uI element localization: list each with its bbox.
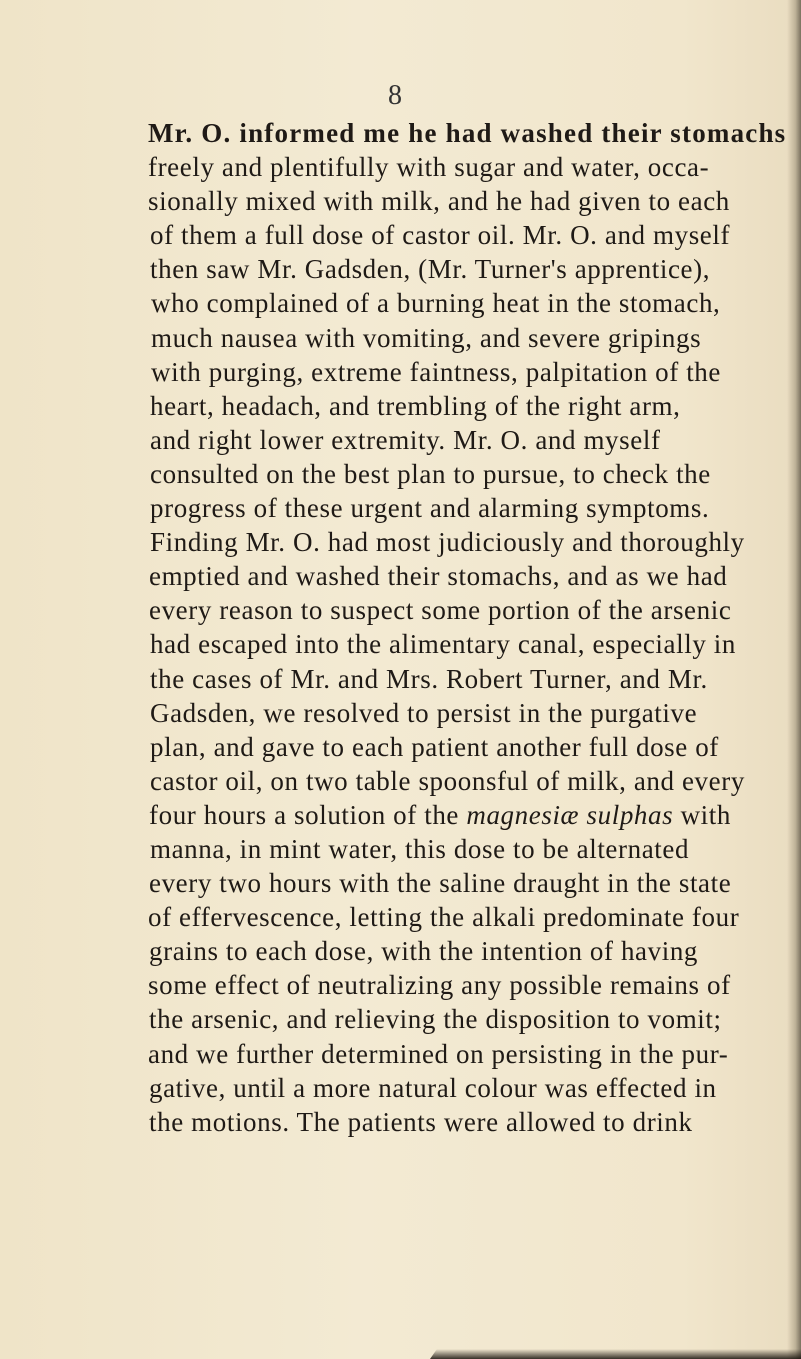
- text-line: who complained of a burning heat in the stomach,: [151, 288, 721, 319]
- text-line: Mr. O. informed me he had washed their stomachs: [148, 118, 787, 148]
- body-text: [0, 116, 801, 1139]
- text-line: the arsenic, and relieving the disposition to vomit;: [149, 1004, 722, 1035]
- text-line: grains to each dose, with the intention of having: [149, 936, 699, 967]
- text-line: freely and plentifully with sugar and water, occa-: [148, 152, 710, 183]
- page-number: 8: [388, 80, 402, 111]
- text-line: manna, in mint water, this dose to be alternated: [150, 833, 690, 864]
- text-line: emptied and washed their stomachs, and as we had: [149, 561, 728, 592]
- text-line: the cases of Mr. and Mrs. Robert Turner, and Mr.: [150, 663, 708, 694]
- text-line: every two hours with the saline draught in the state: [149, 868, 732, 899]
- text-line: of effervescence, letting the alkali predominate four: [148, 902, 740, 933]
- text-line: consulted on the best plan to pursue, to check the: [150, 458, 711, 489]
- text-line: and we further determined on persisting in the pur-: [148, 1038, 729, 1069]
- text-line: Gadsden, we resolved to persist in the purgative: [150, 697, 698, 728]
- text-line: sionally mixed with milk, and he had given to each: [148, 186, 730, 217]
- text-line: heart, headach, and trembling of the right arm,: [150, 390, 681, 421]
- text-line: much nausea with vomiting, and severe gripings: [151, 322, 702, 353]
- page-bottom-shadow: [430, 1349, 801, 1359]
- italic-term: magnesiæ sulphas: [466, 799, 674, 830]
- text-line: progress of these urgent and alarming symptoms.: [150, 493, 710, 524]
- text-line: and right lower extremity. Mr. O. and myself: [150, 424, 661, 455]
- text-line: had escaped into the alimentary canal, especially in: [150, 629, 736, 660]
- text-line: gative, until a more natural colour was effected in: [149, 1072, 717, 1103]
- text-line: [149, 798, 801, 832]
- text-line: some effect of neutralizing any possible remains of: [148, 970, 731, 1001]
- text-line: then saw Mr. Gadsden, (Mr. Turner's apprentice),: [150, 254, 711, 285]
- text-line: the motions. The patients were allowed to drink: [149, 1106, 693, 1137]
- text-line: every reason to suspect some portion of the arsenic: [149, 595, 732, 626]
- text-line: plan, and gave to each patient another full dose of: [150, 731, 719, 762]
- text-line: with purging, extreme faintness, palpitation of the: [151, 356, 721, 387]
- text-line: Finding Mr. O. had most judiciously and thoroughly: [150, 527, 745, 558]
- text-segment: four hours a solution of the: [149, 799, 467, 830]
- text-line: castor oil, on two table spoonsful of milk, and every: [150, 765, 745, 796]
- text-segment: with: [673, 799, 731, 830]
- page-edge-shadow: [787, 0, 801, 1359]
- text-line: of them a full dose of castor oil. Mr. O. and myself: [150, 220, 731, 251]
